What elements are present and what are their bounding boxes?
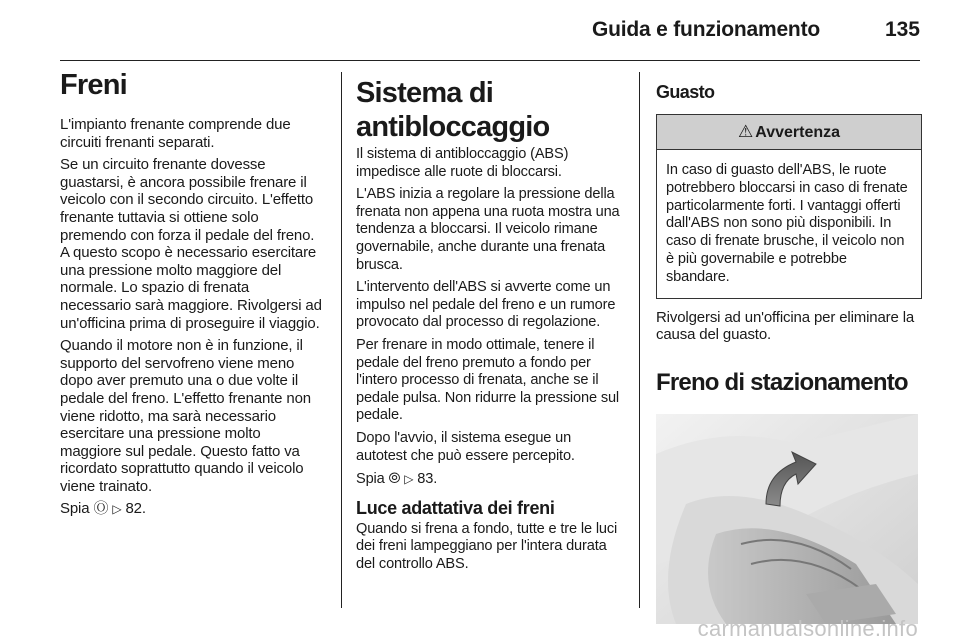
- paragraph: L'ABS inizia a regolare la pressione della frenata non appena una ruota mostra una tendenza a bloccarsi. Il veicolo rimane governabile, anche durante una frenata brusca.: [356, 186, 620, 273]
- section-heading-parking-brake: Freno di stazionamento: [656, 368, 908, 396]
- page-reference-arrow-icon: ▷: [112, 502, 122, 517]
- section-heading-abs: Sistema di antibloccaggio: [356, 77, 550, 143]
- paragraph: Se un circuito frenante dovesse guastarsi, è ancora possibile frenare il veicolo con il secondo circuito. L'effetto frenante tuttavia si ottiene solo premendo con forza il pedale del freno. A questo scopo è necessario esercitare una pressione molto maggiore del normale. Lo spazio di frenata necessario sarà maggiore. Rivolgersi ad un'officina prima di proseguire il viaggio.: [60, 156, 322, 332]
- subheading-adaptive-brake-light: Luce adattativa dei freni: [356, 497, 555, 518]
- column-divider: [639, 72, 640, 608]
- page-header: [60, 16, 920, 61]
- paragraph: Rivolgersi ad un'officina per eliminare la causa del guasto.: [656, 308, 915, 344]
- page-reference[interactable]: 83.: [417, 471, 438, 488]
- page-number: 135: [884, 18, 920, 41]
- paragraph: L'impianto frenante comprende due circuiti frenanti separati.: [60, 116, 291, 151]
- subheading-guasto: Guasto: [656, 82, 715, 102]
- abs-warning-lamp-icon: ⦾: [388, 470, 401, 488]
- column-divider: [341, 72, 342, 608]
- warning-title: Avvertenza: [755, 124, 841, 141]
- paragraph: Dopo l'avvio, il sistema esegue un autotest che può essere percepito.: [356, 429, 575, 464]
- paragraph: Il sistema di antibloccaggio (ABS) impedisce alle ruote di bloccarsi.: [356, 146, 569, 180]
- warning-box: [656, 114, 922, 299]
- header-title: Guida e funzionamento: [592, 18, 820, 41]
- page-reference-arrow-icon: ▷: [404, 472, 414, 487]
- column-freni: [60, 68, 324, 524]
- warning-body: [657, 150, 921, 298]
- paragraph: Per frenare in modo ottimale, tenere il pedale del freno premuto a fondo per l'intero processo di frenata, anche se il pedale pulsa. Non ridurre la pressione sul pedale.: [356, 336, 620, 424]
- paragraph: Quando si frena a fondo, tutte e tre le luci dei freni lampeggiano per l'intera durata del controllo ABS.: [356, 520, 618, 572]
- spia-label: Spia: [356, 471, 385, 488]
- spia-label: Spia: [60, 500, 90, 518]
- section-heading-freni: Freni: [60, 69, 127, 101]
- page-reference[interactable]: 82.: [125, 500, 146, 518]
- warning-text: In caso di guasto dell'ABS, le ruote potrebbero bloccarsi in caso di frenate particolarmente forti. I vantaggi offerti dall'ABS non sono più disponibili. In caso di frenate brusche, il veicolo non è più governabile e potrebbe sbandare.: [666, 162, 908, 285]
- parking-brake-lever-photo: [656, 414, 918, 624]
- spia-reference: [60, 500, 324, 519]
- column-abs: [356, 68, 624, 578]
- warning-triangle-icon: ⚠: [737, 122, 754, 141]
- parking-brake-illustration: [656, 414, 918, 624]
- paragraph: L'intervento dell'ABS si avverte come un impulso nel pedale del freno e un rumore provocato dal processo di regolazione.: [356, 279, 616, 331]
- spia-reference: [356, 470, 624, 489]
- watermark: carmanualsonline.info: [697, 616, 918, 641]
- brake-warning-lamp-icon: Ⓞ: [93, 500, 109, 518]
- paragraph: Quando il motore non è in funzione, il supporto del servofreno viene meno dopo aver premuto una o due volte il pedale del freno. L'effetto frenante non viene ridotto, ma sarà necessario esercitare una pressione molto maggiore sul pedale. Questo fatto va ricordato soprattutto quando il veicolo viene trainato.: [60, 337, 311, 495]
- column-guasto: [656, 68, 922, 624]
- warning-header: [657, 115, 921, 150]
